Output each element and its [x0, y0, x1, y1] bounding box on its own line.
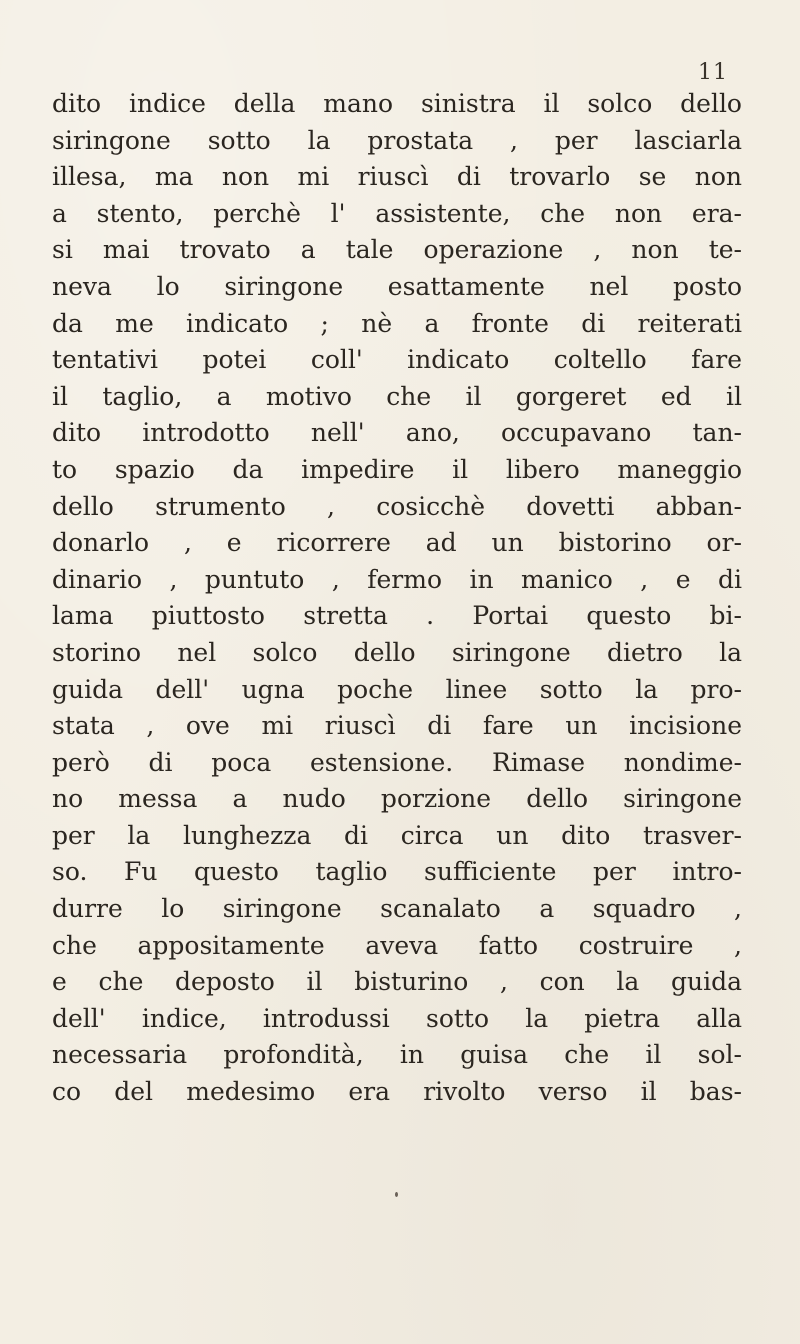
text-line: lama piuttosto stretta . Portai questo bi- [52, 601, 742, 631]
text-line: storino nel solco dello siringone dietro la [52, 637, 742, 667]
text-line: durre lo siringone scanalato a squadro , [52, 894, 742, 924]
text-line: a stento, perchè l' assistente, che non era- [52, 198, 742, 228]
text-line: so. Fu questo taglio sufficiente per intro- [52, 857, 742, 887]
text-line: da me indicato ; nè a fronte di reiterati [52, 308, 742, 338]
text-line: necessaria profondità, in guisa che il sol- [52, 1040, 742, 1070]
text-line: dello strumento , cosicchè dovetti abban- [52, 491, 742, 521]
text-line: e che deposto il bisturino , con la guida [52, 967, 742, 997]
page-number: 11 [698, 60, 728, 85]
text-line: neva lo siringone esattamente nel posto [52, 271, 742, 301]
ink-speck [395, 1192, 398, 1197]
text-line: to spazio da impedire il libero maneggio [52, 454, 742, 484]
text-line: dito introdotto nell' ano, occupavano tan- [52, 418, 742, 448]
text-line: dell' indice, introdussi sotto la pietra alla [52, 1003, 742, 1033]
text-line: che appositamente aveva fatto costruire , [52, 930, 742, 960]
body-text [52, 86, 742, 1111]
text-line: però di poca estensione. Rimase nondime- [52, 747, 742, 777]
text-line: per la lunghezza di circa un dito trasver- [52, 820, 742, 850]
text-line: illesa, ma non mi riuscì di trovarlo se non [52, 162, 742, 192]
text-line: guida dell' ugna poche linee sotto la pro- [52, 674, 742, 704]
text-line: donarlo , e ricorrere ad un bistorino or- [52, 528, 742, 558]
text-line: siringone sotto la prostata , per lasciarla [52, 125, 742, 155]
text-line: co del medesimo era rivolto verso il bas- [52, 1077, 742, 1107]
text-line: stata , ove mi riuscì di fare un incisione [52, 711, 742, 741]
text-line: il taglio, a motivo che il gorgeret ed il [52, 381, 742, 411]
text-line: no messa a nudo porzione dello siringone [52, 784, 742, 814]
text-line: dinario , puntuto , fermo in manico , e di [52, 564, 742, 594]
text-line: tentativi potei coll' indicato coltello fare [52, 345, 742, 375]
text-line: si mai trovato a tale operazione , non te- [52, 235, 742, 265]
text-line: dito indice della mano sinistra il solco dello [52, 89, 742, 118]
